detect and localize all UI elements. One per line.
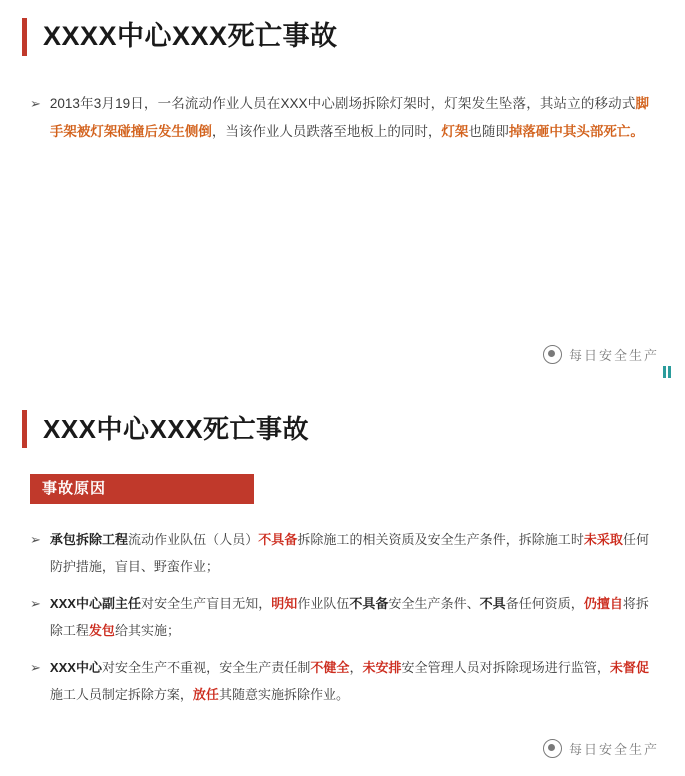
slide-2-content — [0, 390, 685, 776]
bullet-arrow-icon: ➢ — [30, 96, 41, 111]
page-title: XXXX中心XXX死亡事故 — [43, 21, 338, 52]
list-item — [30, 90, 649, 146]
list-item — [30, 654, 649, 708]
text-segment: XXX中心 — [49, 660, 102, 675]
text-segment: 不具 — [479, 596, 506, 611]
text-segment: 其随意实施拆除作业。 — [218, 687, 349, 702]
section-heading: 事故原因 — [30, 474, 254, 504]
list-item — [30, 526, 649, 580]
list-item — [30, 590, 649, 644]
text-segment: 掉落砸中其头部死亡。 — [508, 124, 644, 139]
slide-2 — [0, 390, 685, 776]
slide-1-content — [0, 0, 685, 382]
text-segment: 未督促 — [609, 660, 649, 675]
text-segment: 不具备 — [258, 532, 298, 547]
slide-1-body-list — [0, 90, 685, 146]
text-segment: 作业队伍 — [297, 596, 350, 611]
text-segment: 对安全生产不重视，安全生产责任制 — [102, 660, 311, 675]
slide-2-title-row — [0, 390, 685, 448]
text-segment: 施工人员制定拆除方案， — [49, 687, 193, 702]
text-segment: 承包拆除工程 — [49, 532, 129, 547]
body-paragraph — [50, 654, 649, 708]
text-segment: 灯架 — [441, 124, 469, 139]
text-segment: ， — [349, 660, 363, 675]
watermark-label: 每日安全生产 — [568, 742, 659, 757]
text-segment: ，当该作业人员跌落至地板上的同时， — [211, 124, 442, 139]
body-paragraph — [50, 590, 649, 644]
bullet-arrow-icon: ➢ — [30, 660, 41, 675]
bullet-arrow-icon: ➢ — [30, 532, 41, 547]
text-segment: 脚手架被灯架碰撞后发生侧倒 — [49, 96, 649, 139]
text-segment: 明知 — [271, 596, 298, 611]
text-segment: 备任何资质， — [505, 596, 584, 611]
text-segment: 2013年3月19日，一名流动作业人员在XXX中心剧场拆除灯架时，灯架发生坠落，其站立的移动式 — [49, 96, 636, 111]
title-accent-bar — [22, 18, 27, 56]
text-segment: 放任 — [192, 687, 219, 702]
text-segment: 仍擅自 — [583, 596, 623, 611]
wechat-logo-icon — [543, 345, 562, 364]
watermark — [543, 345, 659, 364]
text-segment: 也随即 — [468, 124, 509, 139]
text-segment: 将拆除工程 — [49, 596, 649, 638]
body-paragraph — [50, 90, 649, 146]
watermark — [543, 739, 659, 758]
slide-1-title-row — [0, 0, 685, 56]
text-segment: 未安排 — [362, 660, 402, 675]
text-segment: 不健全 — [310, 660, 350, 675]
text-segment: 不具备 — [349, 596, 389, 611]
text-segment: 对安全生产盲目无知， — [141, 596, 272, 611]
text-segment: 安全生产条件、 — [388, 596, 480, 611]
text-segment: 拆除施工的相关资质及安全生产条件，拆除施工时 — [297, 532, 584, 547]
bullet-arrow-icon: ➢ — [30, 596, 41, 611]
slide-2-body-list — [0, 526, 685, 708]
text-segment: 未采取 — [583, 532, 623, 547]
text-segment: 发包 — [88, 623, 115, 638]
body-paragraph — [50, 526, 649, 580]
text-segment: 流动作业队伍（人员） — [128, 532, 259, 547]
text-segment: 任何防护措施，盲目、野蛮作业； — [49, 532, 649, 574]
wechat-logo-icon — [543, 739, 562, 758]
slide-1 — [0, 0, 685, 386]
text-segment: 安全管理人员对拆除现场进行监管， — [401, 660, 610, 675]
watermark-label: 每日安全生产 — [568, 348, 659, 363]
page-marker-icon — [663, 366, 675, 378]
page-title: XXX中心XXX死亡事故 — [43, 413, 310, 444]
text-segment: 给其实施； — [114, 623, 180, 638]
text-segment: XXX中心副主任 — [49, 596, 142, 611]
title-accent-bar — [22, 410, 27, 448]
